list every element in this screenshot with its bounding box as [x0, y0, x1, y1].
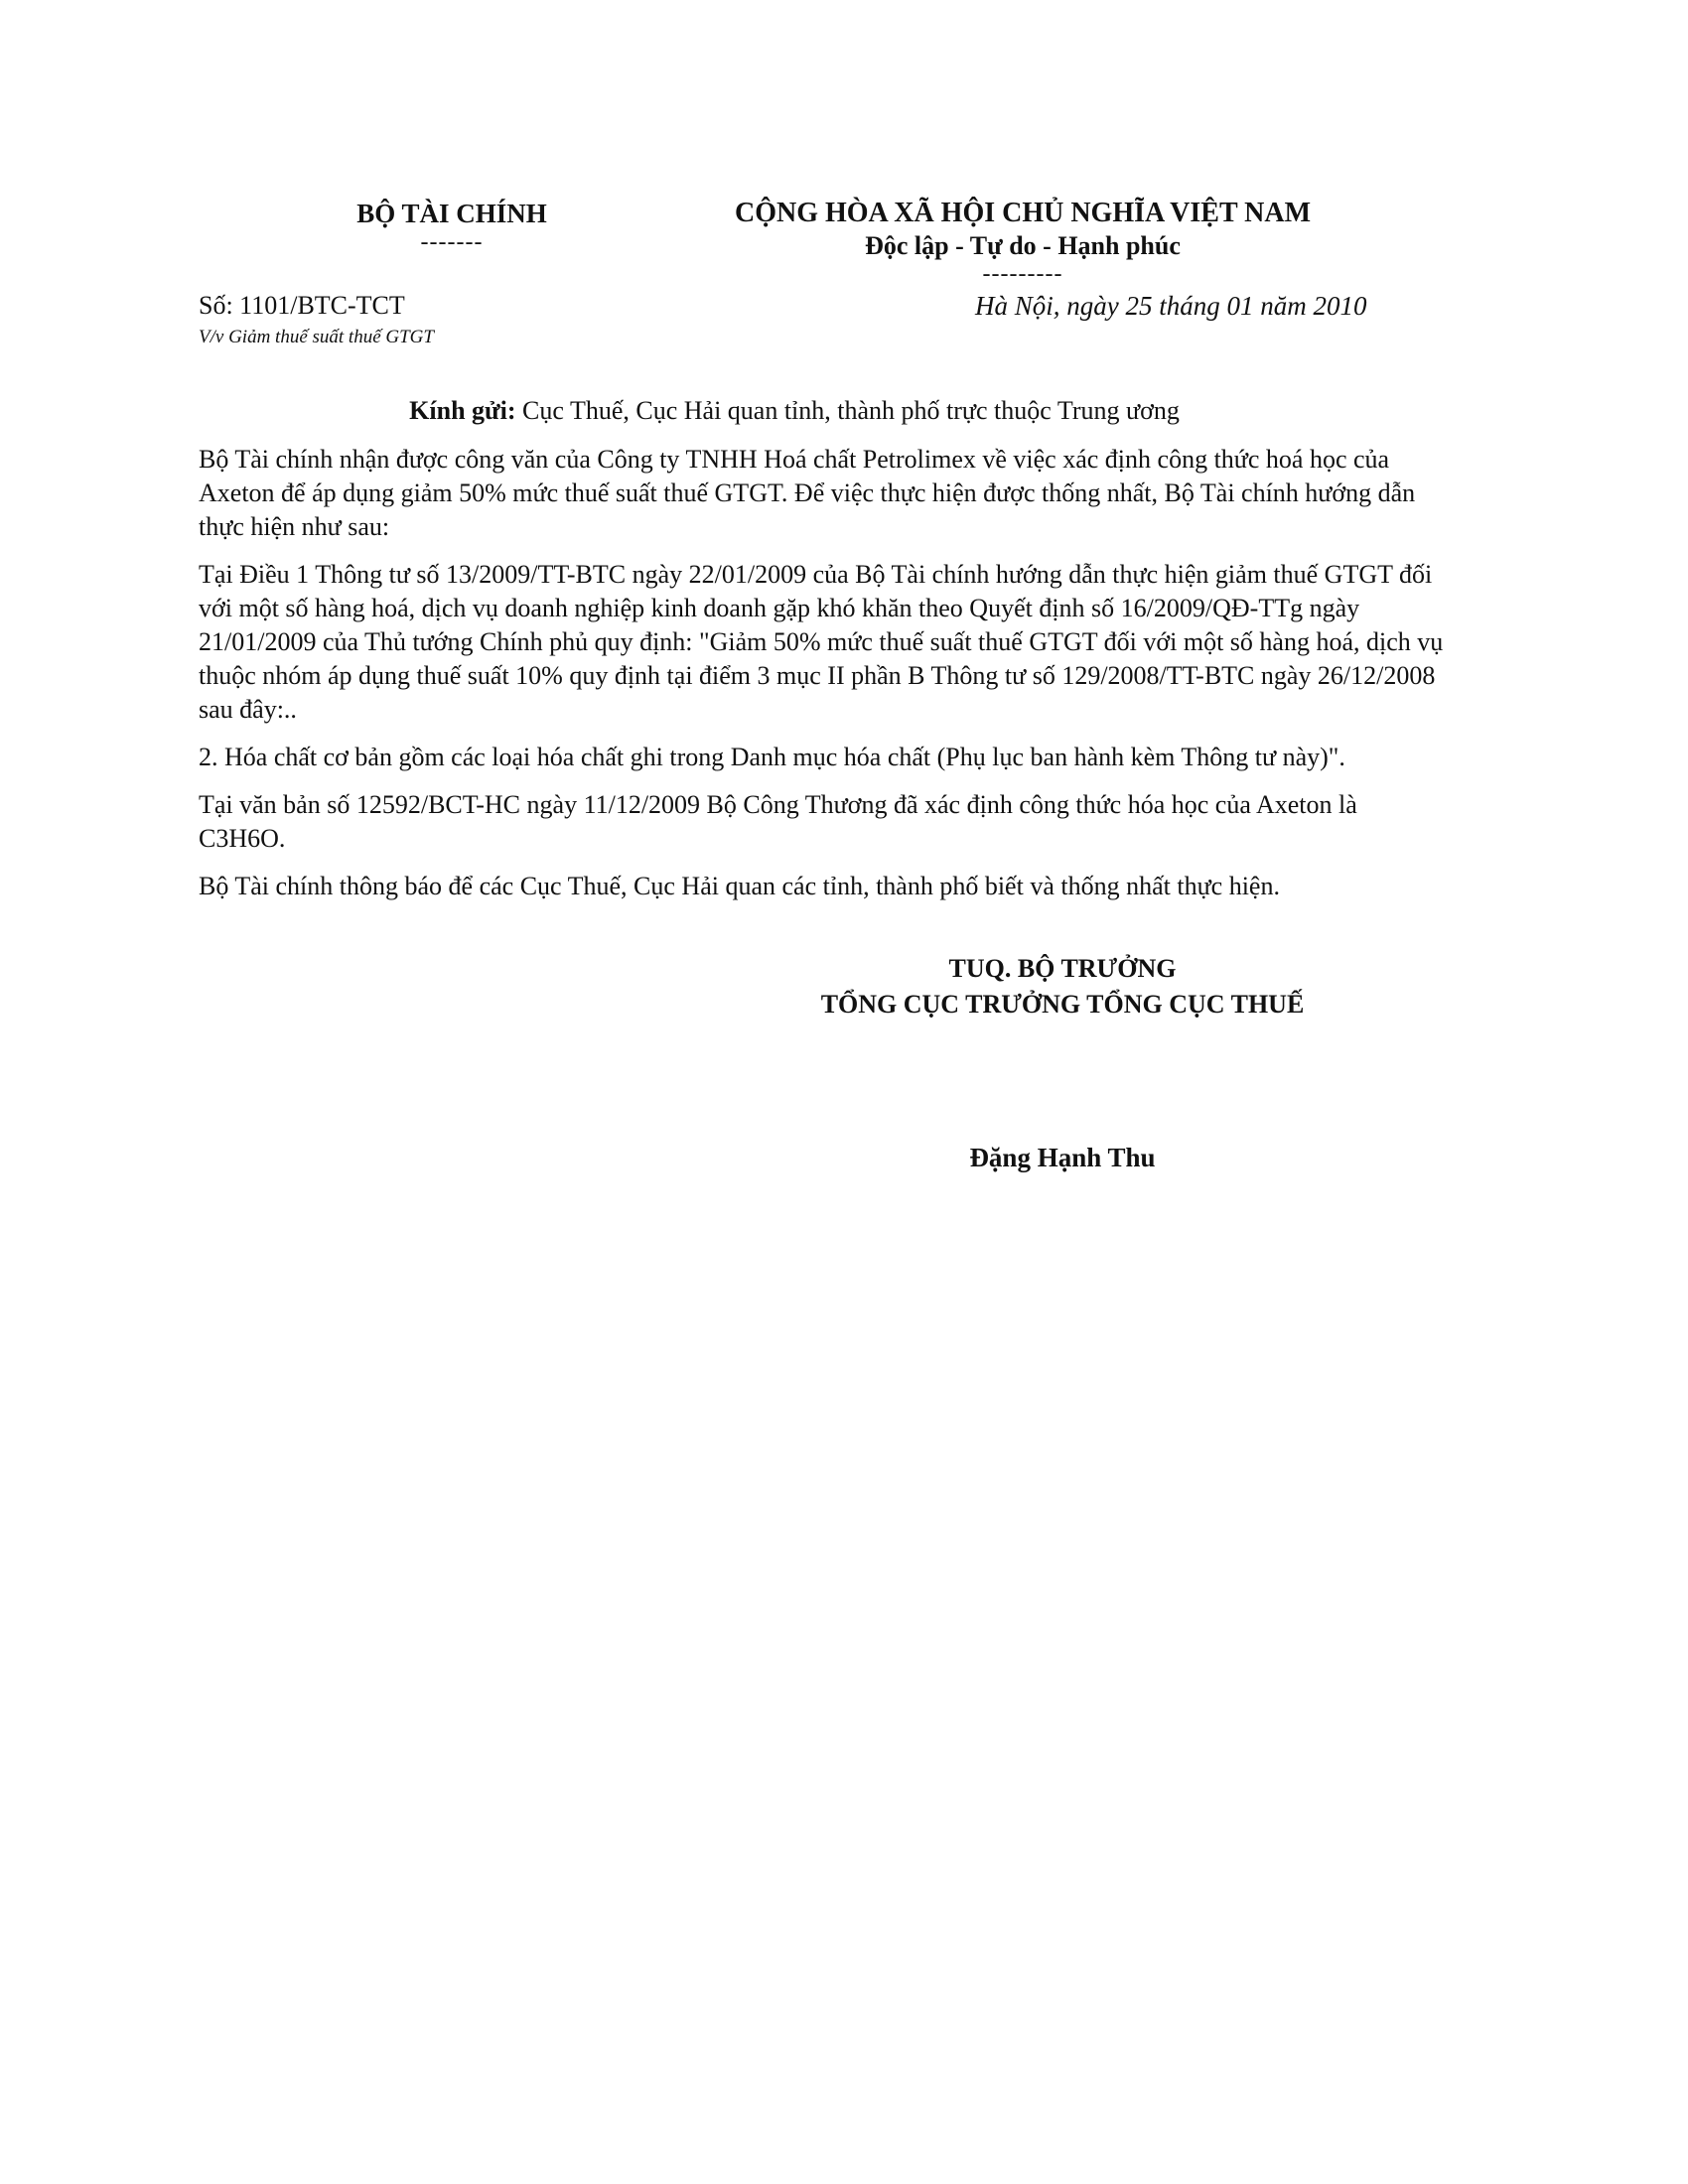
authority-divider: -------: [420, 229, 484, 255]
document-body: [199, 443, 1450, 917]
body-paragraph: Tại Điều 1 Thông tư số 13/2009/TT-BTC ngày 22/01/2009 của Bộ Tài chính hướng dẫn thực hiện giảm thuế GTGT đối với một số hàng hoá, dịch vụ doanh nghiệp kinh doanh gặp khó khăn theo Quyết định số 16/2009/QĐ-TTg ngày 21/01/2009 của Thủ tướng Chính phủ quy định: "Giảm 50% mức thuế suất thuế GTGT đối với một số hàng hoá, dịch vụ thuộc nhóm áp dụng thuế suất 10% quy định tại điểm 3 mục II phần B Thông tư số 129/2008/TT-BTC ngày 26/12/2008 sau đây:..: [199, 560, 1444, 724]
place-and-date: Hà Nội, ngày 25 tháng 01 năm 2010: [975, 291, 1367, 321]
signature-position-line: TỔNG CỤC TRƯỞNG TỔNG CỤC THUẾ: [820, 990, 1305, 1019]
body-paragraph: Bộ Tài chính thông báo để các Cục Thuế, Cục Hải quan các tỉnh, thành phố biết và thống nhất thực hiện.: [199, 872, 1280, 900]
national-title: CỘNG HÒA XÃ HỘI CHỦ NGHĨA VIỆT NAM: [734, 198, 1312, 228]
signer-name: Đặng Hạnh Thu: [969, 1143, 1156, 1172]
national-title-block: [715, 197, 1331, 286]
issuing-authority-block: [328, 197, 576, 254]
motto-divider: ---------: [982, 261, 1063, 287]
signature-title-block: [794, 951, 1331, 1023]
body-paragraph: 2. Hóa chất cơ bản gồm các loại hóa chất ghi trong Danh mục hóa chất (Phụ lục ban hành kèm Thông tư này)".: [199, 743, 1345, 771]
body-paragraph: Bộ Tài chính nhận được công văn của Công ty TNHH Hoá chất Petrolimex về việc xác định công thức hoá học của Axeton để áp dụng giảm 50% mức thuế suất thuế GTGT. Để việc thực hiện được thống nhất, Bộ Tài chính hướng dẫn thực hiện như sau:: [199, 445, 1416, 541]
recipient-line: [199, 395, 1390, 427]
document-subject: V/v Giảm thuế suất thuế GTGT: [199, 327, 434, 347]
body-paragraph: Tại văn bản số 12592/BCT-HC ngày 11/12/2009 Bộ Công Thương đã xác định công thức hóa học của Axeton là C3H6O.: [199, 790, 1357, 853]
recipient-text: Cục Thuế, Cục Hải quan tỉnh, thành phố trực thuộc Trung ương: [515, 396, 1180, 425]
document-number: Số: 1101/BTC-TCT: [199, 291, 405, 320]
issuing-authority: BỘ TÀI CHÍNH: [356, 199, 547, 228]
signature-authority-line: TUQ. BỘ TRƯỞNG: [948, 954, 1177, 983]
recipient-label: Kính gửi:: [409, 396, 516, 425]
national-motto: Độc lập - Tự do - Hạnh phúc: [865, 231, 1181, 260]
